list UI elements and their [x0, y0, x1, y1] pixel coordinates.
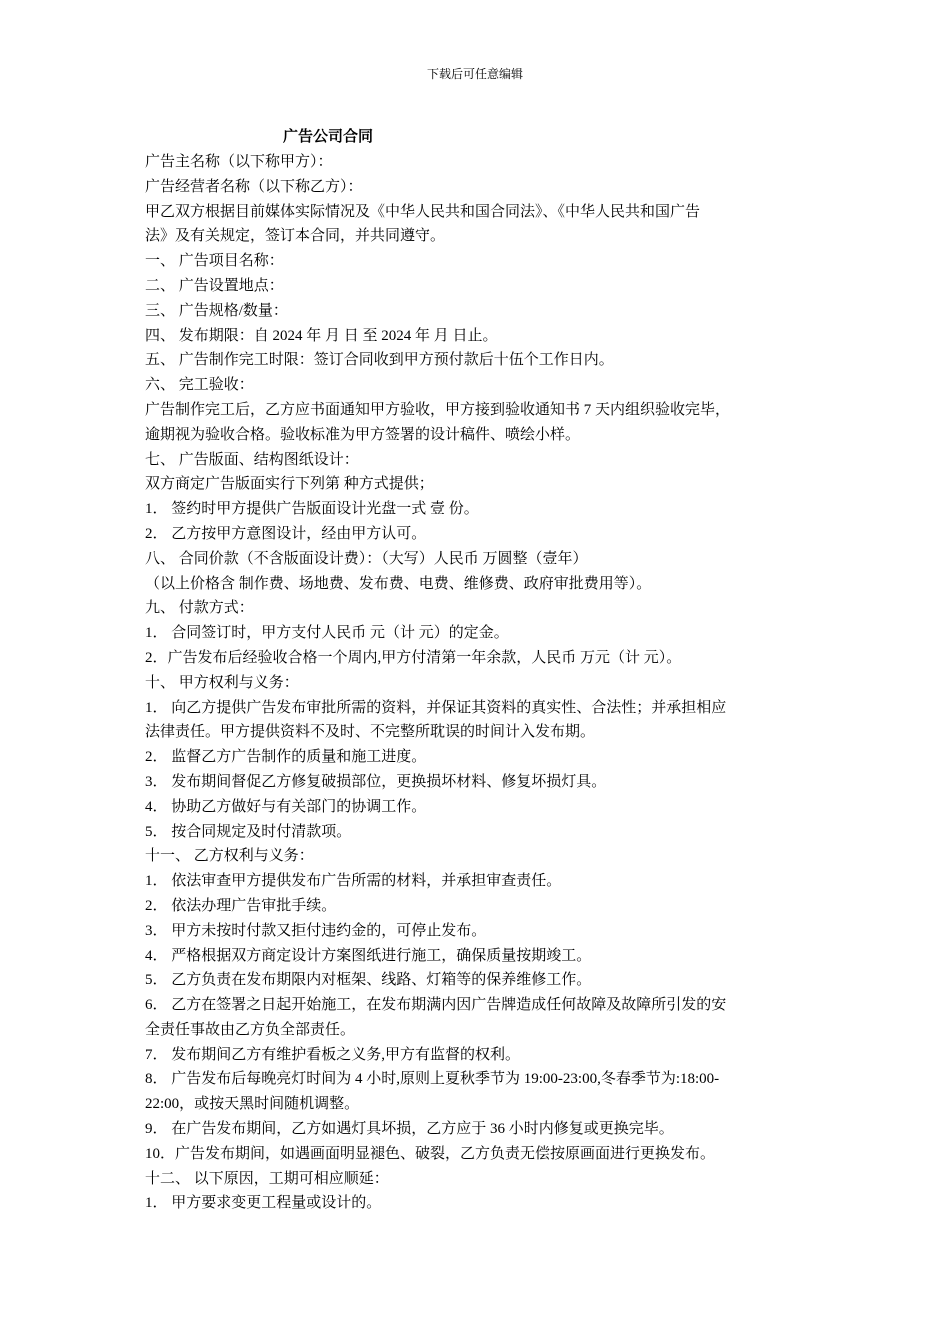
clause-line: 法》及有关规定，签订本合同，并共同遵守。	[145, 228, 446, 245]
clause-line: 全责任事故由乙方负全部责任。	[145, 1021, 356, 1038]
clause-line: 五、 广告制作完工时限：签订合同收到甲方预付款后十伍个工作日内。	[145, 352, 614, 369]
clause-line: 七、 广告版面、结构图纸设计：	[145, 451, 359, 468]
clause-line: 甲乙双方根据目前媒体实际情况及《中华人民共和国合同法》、《中华人民共和国广告	[145, 203, 701, 220]
clause-line: 广告经营者名称（以下称乙方）：	[145, 178, 363, 195]
clause-line: 四、 发布期限：自 2024 年 月 日 至 2024 年 月 日止。	[145, 327, 498, 344]
clause-line: 3． 发布期间督促乙方修复破损部位，更换损坏材料、修复坏损灯具。	[145, 773, 607, 790]
page-header: 下载后可任意编辑	[426, 67, 523, 81]
clause-line: 九、 付款方式：	[145, 600, 254, 617]
clause-line: 六、 完工验收：	[145, 377, 254, 394]
clause-line: 2． 乙方按甲方意图设计，经由甲方认可。	[145, 525, 427, 542]
clause-line: 1． 合同签订时，甲方支付人民币 元（计 元）的定金。	[145, 625, 509, 642]
clause-line: 3． 甲方未按时付款又拒付违约金的，可停止发布。	[145, 922, 487, 939]
clause-line: 逾期视为验收合格。验收标准为甲方签署的设计稿件、喷绘小样。	[145, 426, 581, 443]
clause-line: 十二、 以下原因，工期可相应顺延：	[145, 1170, 389, 1187]
clause-line: 十、 甲方权利与义务：	[145, 674, 299, 691]
clause-line: 十一、 乙方权利与义务：	[145, 848, 314, 865]
clause-line: 22:00，或按天黑时间随机调整。	[145, 1096, 360, 1113]
clause-line: 5． 按合同规定及时付清款项。	[145, 823, 352, 840]
contract-body	[145, 150, 810, 1216]
clause-line: 4． 协助乙方做好与有关部门的协调工作。	[145, 798, 427, 815]
clause-line: 三、 广告规格/数量：	[145, 302, 288, 319]
clause-line: 9． 在广告发布期间，乙方如遇灯具坏损，乙方应于 36 小时内修复或更换完毕。	[145, 1121, 674, 1138]
clause-line: 6． 乙方在签署之日起开始施工，在发布期满内因广告牌造成任何故障及故障所引发的安	[145, 997, 727, 1014]
clause-line: 双方商定广告版面实行下列第 种方式提供；	[145, 476, 434, 493]
clause-line: 8． 广告发布后每晚亮灯时间为 4 小时,原则上夏秋季节为 19:00-23:00,冬春季节为:18:00-	[145, 1071, 720, 1088]
clause-line: 1． 依法审查甲方提供发布广告所需的材料，并承担审查责任。	[145, 873, 562, 890]
clause-line: 10．广告发布期间，如遇画面明显褪色、破裂，乙方负责无偿按原画面进行更换发布。	[145, 1145, 716, 1162]
clause-line: 1． 甲方要求变更工程量或设计的。	[145, 1195, 382, 1212]
document-title: 广告公司合同	[283, 129, 374, 145]
clause-line: 2． 依法办理广告审批手续。	[145, 897, 337, 914]
clause-line: 2． 监督乙方广告制作的质量和施工进度。	[145, 749, 427, 766]
clause-line: 八、 合同价款（不含版面设计费）：（大写）人民币 万圆整（壹年）	[145, 550, 588, 567]
clause-line: 7． 发布期间乙方有维护看板之义务,甲方有监督的权利。	[145, 1046, 521, 1063]
clause-line: 一、 广告项目名称：	[145, 253, 284, 270]
clause-line: 广告主名称（以下称甲方）：	[145, 154, 333, 170]
clause-line: 法律责任。甲方提供资料不及时、不完整所耽误的时间计入发布期。	[145, 724, 596, 741]
clause-line: 5． 乙方负责在发布期限内对框架、线路、灯箱等的保养维修工作。	[145, 972, 592, 989]
clause-line: 2．广告发布后经验收合格一个周内,甲方付清第一年余款，人民币 万元（计 元）。	[145, 649, 682, 666]
clause-line: 广告制作完工后，乙方应书面通知甲方验收，甲方接到验收通知书 7 天内组织验收完毕，	[145, 401, 731, 418]
clause-line: 1． 签约时甲方提供广告版面设计光盘一式 壹 份。	[145, 501, 479, 518]
clause-line: 1． 向乙方提供广告发布审批所需的资料，并保证其资料的真实性、合法性；并承担相应	[145, 699, 727, 716]
clause-line: 4． 严格根据双方商定设计方案图纸进行施工，确保质量按期竣工。	[145, 947, 592, 964]
clause-line: （以上价格含 制作费、场地费、发布费、电费、维修费、政府审批费用等）。	[145, 575, 652, 592]
clause-line: 二、 广告设置地点：	[145, 277, 284, 294]
